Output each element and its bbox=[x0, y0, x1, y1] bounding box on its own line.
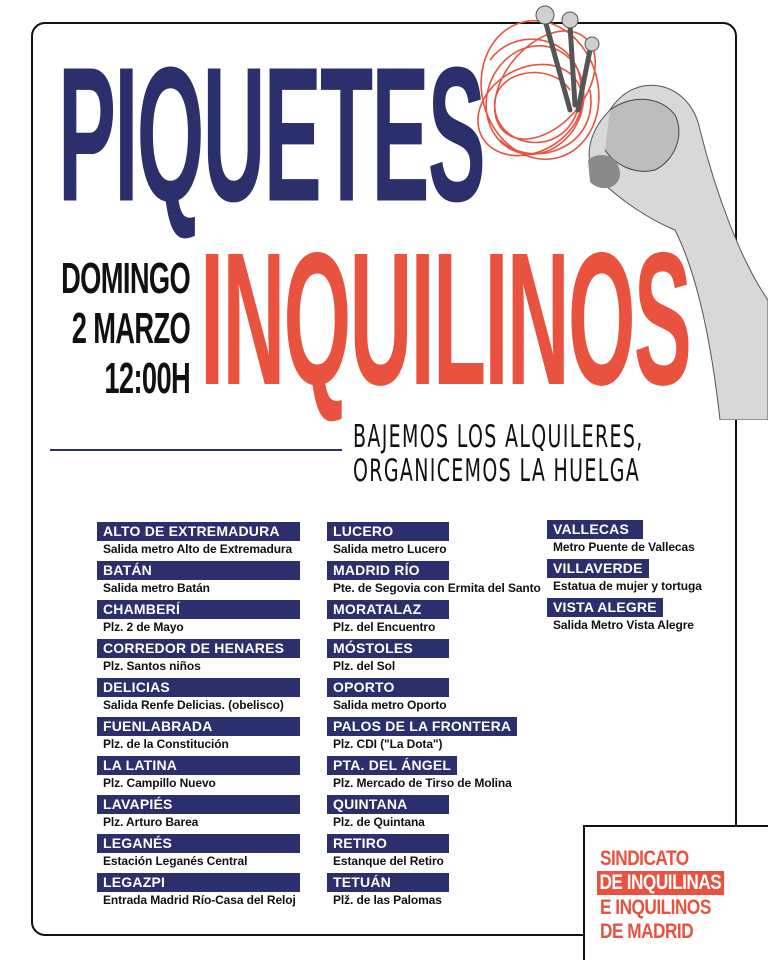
location-place: Salida metro Batán bbox=[103, 581, 210, 595]
location-place: Estanque del Retiro bbox=[333, 854, 444, 868]
location-item bbox=[327, 834, 541, 873]
org-line1: SINDICATO bbox=[600, 847, 689, 870]
location-name: FUENLABRADA bbox=[97, 717, 300, 736]
org-line2: DE INQUILINAS bbox=[597, 871, 724, 895]
location-name: CORREDOR DE HENARES bbox=[97, 639, 300, 658]
date-date: 2 MARZO bbox=[71, 304, 190, 353]
location-place: Salida metro Lucero bbox=[333, 542, 447, 556]
location-name: VILLAVERDE bbox=[547, 559, 649, 578]
location-item bbox=[327, 873, 541, 912]
location-place: Salida Metro Vista Alegre bbox=[553, 618, 694, 632]
locations-column-1 bbox=[97, 522, 300, 912]
divider-line bbox=[50, 449, 342, 451]
location-name: TETUÁN bbox=[327, 873, 449, 892]
location-item bbox=[97, 795, 300, 834]
location-place: Plz. Santos niños bbox=[103, 659, 201, 673]
location-name: LEGAZPI bbox=[97, 873, 300, 892]
location-name: MÓSTOLES bbox=[327, 639, 449, 658]
location-place: Plž. de las Palomas bbox=[333, 893, 442, 907]
location-item bbox=[327, 756, 541, 795]
location-name: RETIRO bbox=[327, 834, 449, 853]
org-line4: DE MADRID bbox=[600, 920, 694, 943]
location-item bbox=[97, 561, 300, 600]
location-name: LA LATINA bbox=[97, 756, 300, 775]
locations-column-2 bbox=[327, 522, 541, 912]
location-name: MORATALAZ bbox=[327, 600, 449, 619]
location-place: Plz. Arturo Barea bbox=[103, 815, 199, 829]
location-place: Plz. CDI ("La Dota") bbox=[333, 737, 443, 751]
location-place: Plz. de la Constitución bbox=[103, 737, 229, 751]
slogan-line1: BAJEMOS LOS ALQUILERES, bbox=[353, 419, 644, 455]
location-place: Plz. de Quintana bbox=[333, 815, 425, 829]
slogan bbox=[353, 420, 644, 488]
location-place: Salida Renfe Delicias. (obelisco) bbox=[103, 698, 284, 712]
location-item bbox=[327, 522, 541, 561]
locations-column-3 bbox=[547, 520, 702, 637]
organizer-logo bbox=[583, 825, 768, 960]
location-item bbox=[547, 520, 702, 559]
location-name: PTA. DEL ÁNGEL bbox=[327, 756, 457, 775]
location-name: VISTA ALEGRE bbox=[547, 598, 663, 617]
location-place: Estatua de mujer y tortuga bbox=[553, 579, 702, 593]
location-name: VALLECAS bbox=[547, 520, 643, 539]
location-item bbox=[327, 795, 541, 834]
title-piquetes: PIQUETES bbox=[58, 26, 485, 242]
location-item bbox=[97, 834, 300, 873]
location-name: CHAMBERÍ bbox=[97, 600, 300, 619]
location-item bbox=[547, 598, 702, 637]
location-name: ALTO DE EXTREMADURA bbox=[97, 522, 300, 541]
location-item bbox=[327, 600, 541, 639]
location-item bbox=[327, 561, 541, 600]
date-day: DOMINGO bbox=[60, 254, 190, 303]
location-place: Pte. de Segovia con Ermita del Santo bbox=[333, 581, 541, 595]
location-name: MADRID RÍO bbox=[327, 561, 449, 580]
event-date bbox=[0, 254, 190, 404]
location-place: Plz. 2 de Mayo bbox=[103, 620, 184, 634]
location-item bbox=[97, 678, 300, 717]
location-place: Plz. del Encuentro bbox=[333, 620, 436, 634]
location-name: LEGANÉS bbox=[97, 834, 300, 853]
location-name: LAVAPIÉS bbox=[97, 795, 300, 814]
location-place: Plz. Campillo Nuevo bbox=[103, 776, 216, 790]
slogan-line2: ORGANICEMOS LA HUELGA bbox=[353, 453, 641, 489]
location-name: DELICIAS bbox=[97, 678, 300, 697]
location-name: QUINTANA bbox=[327, 795, 449, 814]
location-name: BATÁN bbox=[97, 561, 300, 580]
location-place: Plz. Mercado de Tirso de Molina bbox=[333, 776, 512, 790]
location-place: Salida metro Oporto bbox=[333, 698, 447, 712]
location-item bbox=[97, 873, 300, 912]
location-item bbox=[97, 522, 300, 561]
location-item bbox=[97, 756, 300, 795]
location-place: Entrada Madrid Río-Casa del Reloj bbox=[103, 893, 296, 907]
org-line3: E INQUILINOS bbox=[600, 896, 711, 919]
location-place: Salida metro Alto de Extremadura bbox=[103, 542, 293, 556]
location-item bbox=[327, 678, 541, 717]
location-place: Estación Leganés Central bbox=[103, 854, 248, 868]
location-item bbox=[97, 717, 300, 756]
date-time: 12:00H bbox=[104, 354, 190, 403]
location-item bbox=[327, 639, 541, 678]
location-name: LUCERO bbox=[327, 522, 449, 541]
location-place: Plz. del Sol bbox=[333, 659, 396, 673]
location-item bbox=[97, 639, 300, 678]
location-name: PALOS DE LA FRONTERA bbox=[327, 717, 517, 736]
location-place: Metro Puente de Vallecas bbox=[553, 540, 695, 554]
location-item bbox=[97, 600, 300, 639]
location-item bbox=[547, 559, 702, 598]
location-item bbox=[327, 717, 541, 756]
title-inquilinos: INQUILINOS bbox=[200, 212, 691, 425]
location-name: OPORTO bbox=[327, 678, 449, 697]
